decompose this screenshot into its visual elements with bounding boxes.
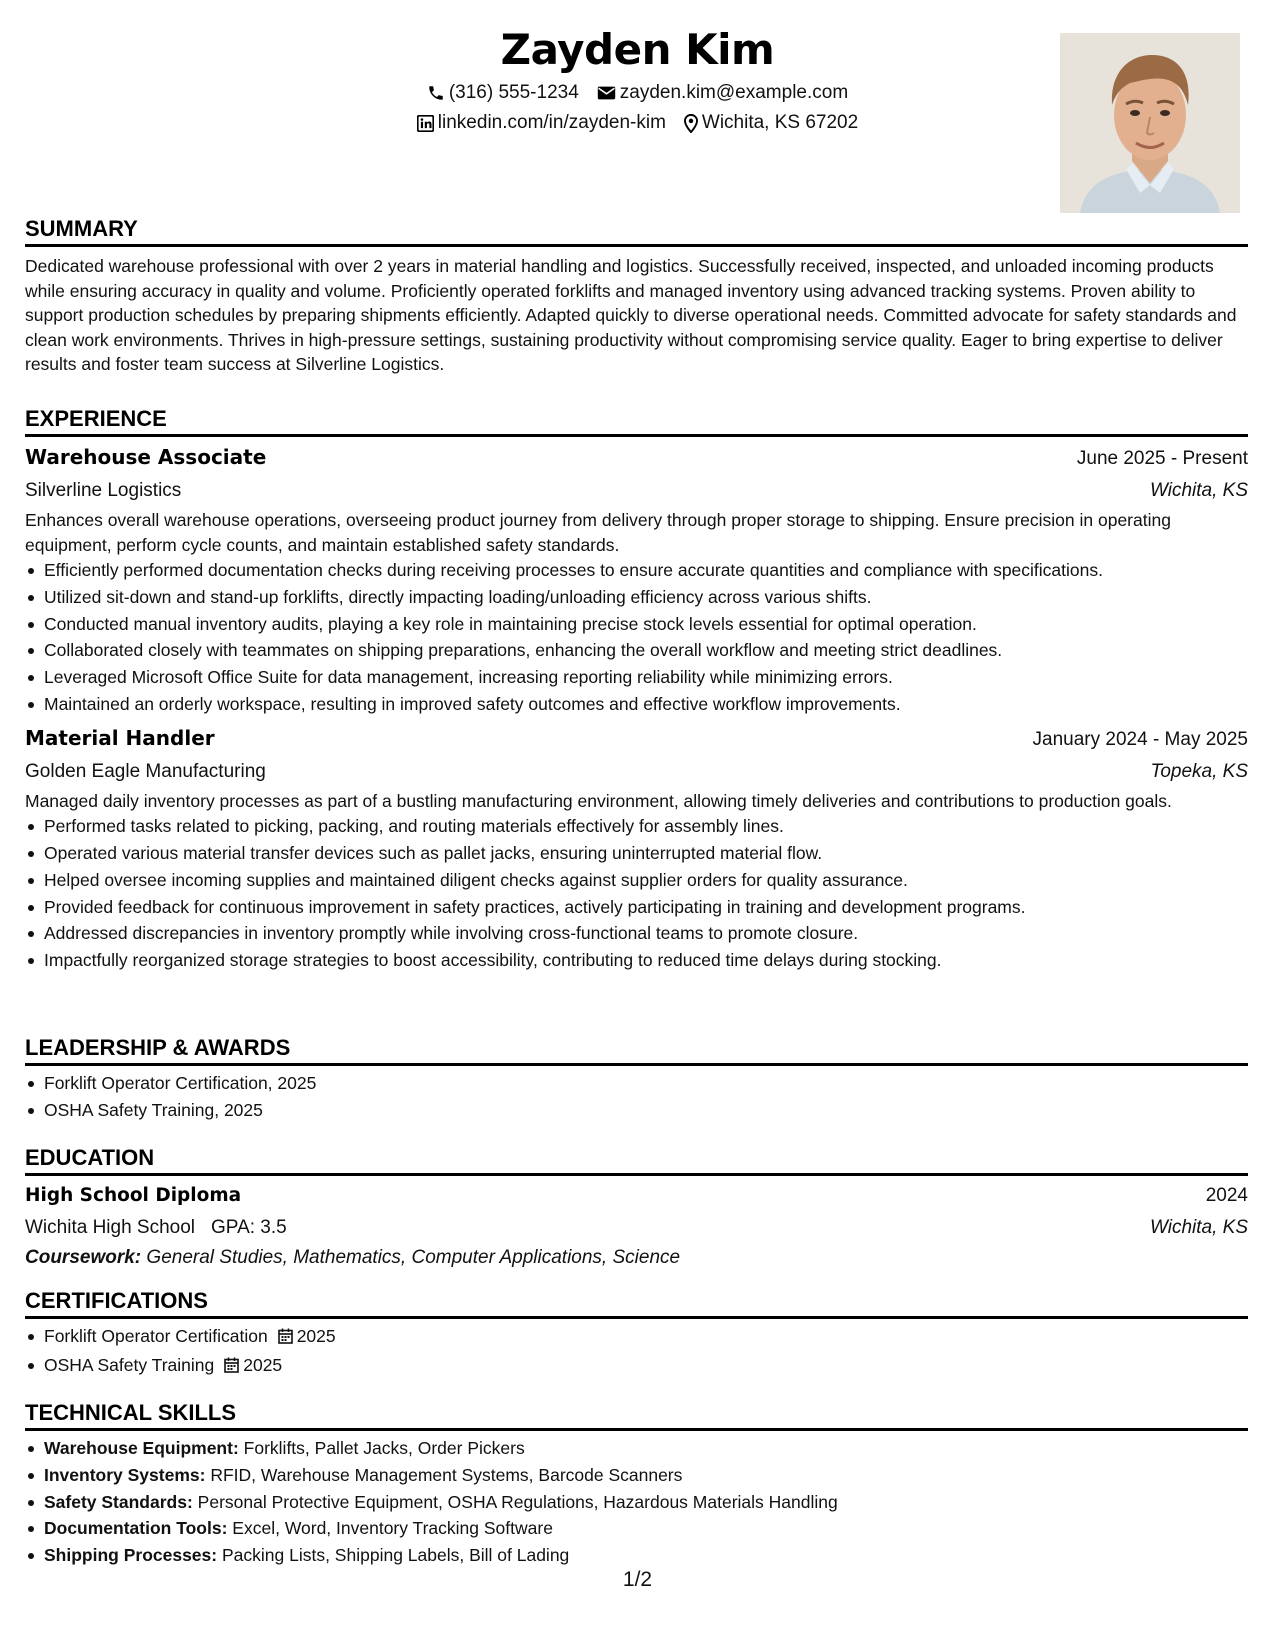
job-location: Topeka, KS bbox=[1150, 760, 1248, 782]
education-header bbox=[25, 1180, 1248, 1212]
candidate-name: Zayden Kim bbox=[500, 25, 775, 74]
skills-section bbox=[25, 1398, 1248, 1569]
list-item: Efficiently performed documentation checks during receiving processes to ensure accurate quantities and compliance with specifications. bbox=[25, 557, 1248, 584]
job-bullets bbox=[25, 813, 1248, 974]
skills-heading: TECHNICAL SKILLS bbox=[25, 1398, 1248, 1431]
envelope-icon bbox=[597, 85, 616, 101]
job-header bbox=[25, 441, 1248, 475]
degree-title: High School Diploma bbox=[25, 1185, 242, 1206]
email-contact[interactable] bbox=[597, 78, 848, 108]
list-item bbox=[25, 1352, 1248, 1381]
list-item: Performed tasks related to picking, packing, and routing materials effectively for assembly lines. bbox=[25, 813, 1248, 840]
list-item bbox=[25, 1542, 1248, 1569]
skill-label: Safety Standards: bbox=[44, 1491, 193, 1512]
skill-label: Documentation Tools: bbox=[44, 1518, 228, 1539]
list-item: Leveraged Microsoft Office Suite for data management, increasing reporting reliability while minimizing errors. bbox=[25, 664, 1248, 691]
gpa: GPA: 3.5 bbox=[211, 1217, 287, 1238]
job-company: Silverline Logistics bbox=[25, 480, 182, 501]
leadership-list bbox=[25, 1070, 1248, 1124]
phone-number: (316) 555-1234 bbox=[448, 82, 579, 103]
job-entry bbox=[25, 441, 1248, 718]
skill-label: Shipping Processes: bbox=[44, 1545, 218, 1566]
job-header bbox=[25, 722, 1248, 756]
list-item bbox=[25, 1515, 1248, 1542]
education-heading: EDUCATION bbox=[25, 1143, 1248, 1176]
list-item: Impactfully reorganized storage strategies to boost accessibility, contributing to reduced time delays during stocking. bbox=[25, 947, 1248, 974]
school-location: Wichita, KS bbox=[1149, 1217, 1248, 1238]
skill-value: RFID, Warehouse Management Systems, Barcode Scanners bbox=[210, 1464, 683, 1485]
school-name: Wichita High School bbox=[25, 1217, 196, 1238]
experience-section bbox=[25, 404, 1248, 974]
graduation-year: 2024 bbox=[1205, 1185, 1248, 1206]
phone-contact[interactable] bbox=[427, 78, 579, 108]
list-item: Utilized sit-down and stand-up forklifts, directly impacting loading/unloading efficiency across various shifts. bbox=[25, 584, 1248, 611]
job-location: Wichita, KS bbox=[1149, 480, 1248, 501]
leadership-section bbox=[25, 1033, 1248, 1124]
skill-label: Warehouse Equipment: bbox=[44, 1438, 239, 1458]
location-text: Wichita, KS 67202 bbox=[701, 112, 859, 133]
linkedin-url: linkedin.com/in/zayden-kim bbox=[437, 112, 666, 133]
job-subheader bbox=[25, 756, 1248, 788]
certifications-list bbox=[25, 1323, 1248, 1381]
location-contact bbox=[684, 108, 858, 138]
skill-value: Excel, Word, Inventory Tracking Software bbox=[232, 1518, 553, 1539]
skills-list bbox=[25, 1435, 1248, 1569]
certification-name: Forklift Operator Certification bbox=[44, 1326, 268, 1346]
coursework-text: General Studies, Mathematics, Computer Applications, Science bbox=[146, 1247, 681, 1268]
calendar-icon bbox=[224, 1354, 239, 1381]
list-item: Provided feedback for continuous improvement in safety practices, actively participating in training and development programs. bbox=[25, 894, 1248, 921]
list-item: Helped oversee incoming supplies and maintained diligent checks against supplier orders for quality assurance. bbox=[25, 867, 1248, 894]
leadership-heading: LEADERSHIP & AWARDS bbox=[25, 1033, 1248, 1066]
summary-section bbox=[25, 214, 1248, 377]
job-subheader bbox=[25, 475, 1248, 507]
experience-heading: EXPERIENCE bbox=[25, 404, 1248, 437]
email-address: zayden.kim@example.com bbox=[619, 82, 849, 103]
job-description: Enhances overall warehouse operations, overseeing product journey from delivery through proper storage to shipping. Ensure precision in operating equipment, perform cycle counts, and maintain established safety standards. bbox=[25, 510, 1171, 555]
list-item bbox=[25, 1435, 1248, 1462]
education-section bbox=[25, 1143, 1248, 1272]
coursework-line bbox=[25, 1244, 1248, 1272]
list-item bbox=[25, 1462, 1248, 1489]
summary-text: Dedicated warehouse professional with over 2 years in material handling and logistics. Successfully received, inspected, and unloaded incoming products while ensuring accuracy in quality and volume. Proficiently operated forklifts and managed inventory using advanced tracking systems. Proven ability to support production schedules by preparing shipments efficiently. Adapted quickly to diverse operational needs. Committed advocate for safety standards and clean work environments. Thrives in high-pressure settings, sustaining productivity without compromising service quality. Eager to bring expertise to deliver results and foster team success at Silverline Logistics. bbox=[25, 256, 1237, 374]
list-item: Operated various material transfer devices such as pallet jacks, ensuring uninterrupted material flow. bbox=[25, 840, 1248, 867]
list-item: Addressed discrepancies in inventory promptly while involving cross-functional teams to promote closure. bbox=[25, 920, 1248, 947]
certification-name: OSHA Safety Training bbox=[44, 1354, 215, 1375]
job-description: Managed daily inventory processes as part of a bustling manufacturing environment, allowing timely deliveries and contributions to production goals. bbox=[25, 790, 1172, 811]
map-pin-icon bbox=[684, 114, 698, 133]
education-subheader bbox=[25, 1212, 1248, 1244]
page-number: 1/2 bbox=[622, 1568, 653, 1591]
certification-year: 2025 bbox=[243, 1354, 283, 1375]
job-title: Warehouse Associate bbox=[25, 445, 267, 469]
list-item: Forklift Operator Certification, 2025 bbox=[25, 1070, 1248, 1097]
list-item: OSHA Safety Training, 2025 bbox=[25, 1097, 1248, 1124]
linkedin-icon bbox=[417, 115, 434, 132]
phone-icon bbox=[427, 84, 445, 102]
skill-value: Personal Protective Equipment, OSHA Regulations, Hazardous Materials Handling bbox=[197, 1491, 838, 1512]
skill-label: Inventory Systems: bbox=[44, 1464, 206, 1485]
job-dates: June 2025 - Present bbox=[1076, 448, 1248, 469]
list-item: Maintained an orderly workspace, resulting in improved safety outcomes and effective workflow improvements. bbox=[25, 691, 1248, 718]
job-bullets bbox=[25, 557, 1248, 718]
job-dates: January 2024 - May 2025 bbox=[1032, 728, 1248, 750]
list-item bbox=[25, 1323, 1248, 1352]
profile-photo bbox=[1060, 33, 1240, 213]
certifications-heading: CERTIFICATIONS bbox=[25, 1286, 1248, 1319]
job-entry bbox=[25, 722, 1248, 974]
job-company: Golden Eagle Manufacturing bbox=[25, 760, 266, 782]
list-item: Collaborated closely with teammates on shipping preparations, enhancing the overall workflow and meeting strict deadlines. bbox=[25, 637, 1248, 664]
calendar-icon bbox=[278, 1325, 293, 1352]
summary-heading: SUMMARY bbox=[25, 214, 1248, 247]
skill-value: Packing Lists, Shipping Labels, Bill of Lading bbox=[221, 1545, 570, 1566]
skill-value: Forklifts, Pallet Jacks, Order Pickers bbox=[243, 1438, 525, 1458]
school-line bbox=[25, 1212, 287, 1244]
certifications-section bbox=[25, 1286, 1248, 1381]
list-item bbox=[25, 1489, 1248, 1516]
job-title: Material Handler bbox=[25, 725, 215, 750]
list-item: Conducted manual inventory audits, playing a key role in maintaining precise stock levels essential for optimal operation. bbox=[25, 611, 1248, 638]
certification-year: 2025 bbox=[296, 1326, 336, 1346]
coursework-label: Coursework: bbox=[25, 1247, 142, 1268]
linkedin-contact[interactable] bbox=[417, 108, 666, 138]
